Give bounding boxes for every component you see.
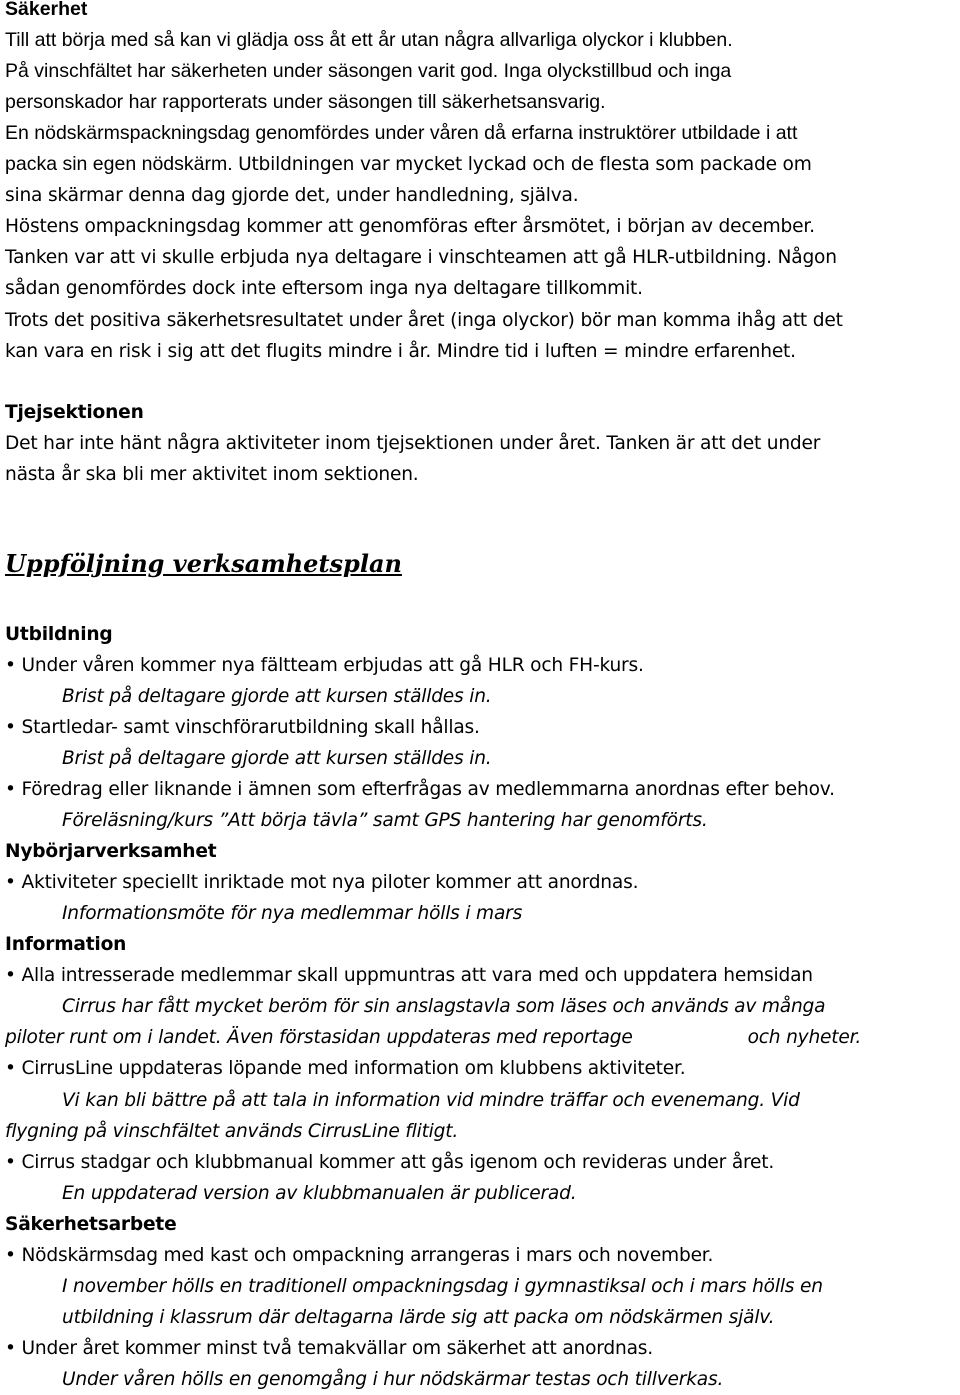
text-line: På vinschfältet har säkerheten under säsongen varit god. Inga olyckstillbud och inga [5,60,732,82]
list-note: I november hölls en traditionell ompackningsdag i gymnastiksal och i mars hölls en [62,1276,823,1297]
text-fragment: Utbildningen var mycket lyckad och de flesta som packade om [238,154,812,175]
text-line: Till att börja med så kan vi glädja oss åt ett år utan några allvarliga olyckor i klubben. [5,29,733,51]
list-note: Informationsmöte för nya medlemmar hölls i mars [62,903,523,924]
text-fragment: packa sin egen nödskärm. [5,153,233,175]
list-item: • Cirrus stadgar och klubbmanual kommer att gås igenom och revideras under året. [5,1152,775,1173]
text-line: nästa år ska bli mer aktivitet inom sektionen. [5,464,419,485]
list-item: • Alla intresserade medlemmar skall uppmuntras att vara med och uppdatera hemsidan [5,965,813,986]
list-note: Brist på deltagare gjorde att kursen ställdes in. [62,686,492,707]
list-item: • Under året kommer minst två temakvällar om säkerhet att anordnas. [5,1338,653,1359]
page-title: Uppföljning verksamhetsplan [5,549,402,578]
text-line: Tanken var att vi skulle erbjuda nya deltagare i vinschteamen att gå HLR-utbildning. Någon [5,247,837,268]
text-line: kan vara en risk i sig att det flugits mindre i år. Mindre tid i luften = mindre erfarenhet. [5,341,796,362]
list-note: Brist på deltagare gjorde att kursen ställdes in. [62,748,492,769]
heading-utbildning: Utbildning [5,624,113,645]
heading-tjejsektionen: Tjejsektionen [5,402,144,423]
text-line [5,149,812,180]
text-line: sina skärmar denna dag gjorde det, under handledning, själva. [5,185,579,206]
text-line: Det har inte hänt några aktiviteter inom tjejsektionen under året. Tanken är att det under [5,433,821,454]
list-item: • Startledar- samt vinschförarutbildning skall hållas. [5,717,480,738]
text-fragment: och nyheter. [747,1027,862,1048]
list-note: Cirrus har fått mycket beröm för sin anslagstavla som läses och används av många [62,996,826,1017]
list-note: utbildning i klassrum där deltagarna lärde sig att packa om nödskärmen själv. [62,1307,775,1328]
text-line: Höstens ompackningsdag kommer att genomföras efter årsmötet, i början av december. [5,216,815,237]
heading-sakerhet: Säkerhet [5,0,88,20]
text-line: En nödskärmspackningsdag genomfördes under våren då erfarna instruktörer utbildade i att [5,122,798,144]
heading-sakerhetsarbete: Säkerhetsarbete [5,1214,177,1235]
list-item: • Nödskärmsdag med kast och ompackning arrangeras i mars och november. [5,1245,714,1266]
list-item: • Aktiviteter speciellt inriktade mot nya piloter kommer att anordnas. [5,872,639,893]
text-line: sådan genomfördes dock inte eftersom inga nya deltagare tillkommit. [5,278,643,299]
list-note: Föreläsning/kurs ”Att börja tävla” samt GPS hantering har genomförts. [62,810,708,831]
list-note: En uppdaterad version av klubbmanualen är publicerad. [62,1183,577,1204]
list-item: • Föredrag eller liknande i ämnen som efterfrågas av medlemmarna anordnas efter behov. [5,779,835,800]
list-note: Vi kan bli bättre på att tala in information vid mindre träffar och evenemang. Vid [62,1090,800,1111]
heading-nyborjarverksamhet: Nybörjarverksamhet [5,841,217,862]
list-note: flygning på vinschfältet används CirrusLine flitigt. [5,1121,459,1142]
list-note: Under våren hölls en genomgång i hur nödskärmar testas och tillverkas. [62,1369,724,1390]
list-item: • CirrusLine uppdateras löpande med information om klubbens aktiviteter. [5,1058,686,1079]
text-line: Trots det positiva säkerhetsresultatet under året (inga olyckor) bör man komma ihåg att det [5,310,843,331]
list-item: • Under våren kommer nya fältteam erbjudas att gå HLR och FH-kurs. [5,655,644,676]
text-fragment: piloter runt om i landet. Även förstasidan uppdateras med reportage [5,1027,633,1048]
heading-information: Information [5,934,127,955]
list-note [5,1022,861,1053]
text-line: personskador har rapporterats under säsongen till säkerhetsansvarig. [5,91,606,113]
